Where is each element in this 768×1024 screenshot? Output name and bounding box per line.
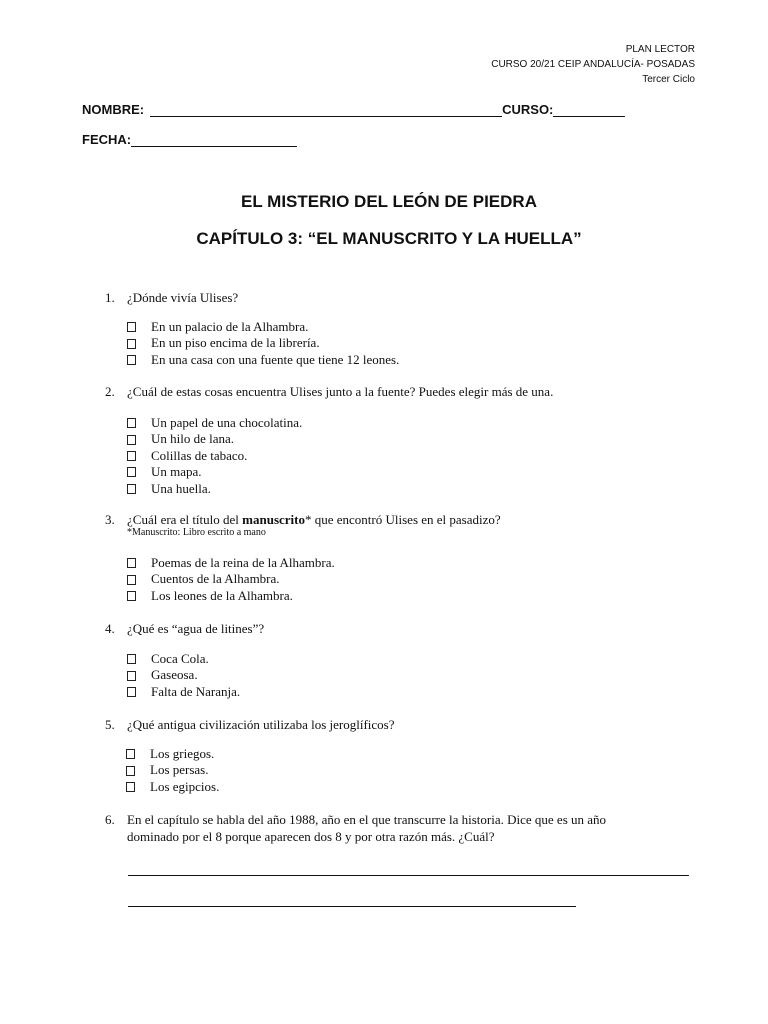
question-text-line: En el capítulo se habla del año 1988, año en el que transcurre la historia. Dice que es un año xyxy=(127,812,607,827)
option-label: Gaseosa. xyxy=(151,667,198,683)
checkbox-icon[interactable] xyxy=(127,558,136,568)
document-title: EL MISTERIO DEL LEÓN DE PIEDRA xyxy=(241,192,537,211)
question-number: 1. xyxy=(105,290,115,305)
question-3-options xyxy=(127,555,335,604)
option[interactable] xyxy=(127,555,335,571)
checkbox-icon[interactable] xyxy=(127,484,136,494)
checkbox-icon[interactable] xyxy=(127,322,136,332)
checkbox-icon[interactable] xyxy=(127,339,136,349)
question-number: 2. xyxy=(105,384,115,399)
cycle-label: Tercer Ciclo xyxy=(642,74,695,85)
question-text: ¿Qué es “agua de litines”? xyxy=(127,621,265,636)
option-label: En una casa con una fuente que tiene 12 leones. xyxy=(151,351,400,367)
answer-line[interactable] xyxy=(128,906,576,907)
checkbox-icon[interactable] xyxy=(127,591,136,601)
option[interactable] xyxy=(127,481,302,497)
option[interactable] xyxy=(127,352,399,368)
checkbox-icon[interactable] xyxy=(126,766,135,776)
question-text xyxy=(127,511,697,528)
option-label: Los griegos. xyxy=(150,746,215,761)
option-label: Cuentos de la Alhambra. xyxy=(151,571,280,587)
checkbox-icon[interactable] xyxy=(127,687,136,697)
question-2-options xyxy=(127,415,302,497)
option[interactable] xyxy=(127,319,399,335)
fecha-field[interactable] xyxy=(131,131,297,147)
option-label: Poemas de la reina de la Alhambra. xyxy=(151,555,335,570)
option[interactable] xyxy=(127,588,335,604)
option-label: Un mapa. xyxy=(151,464,202,480)
option[interactable] xyxy=(127,464,302,480)
checkbox-icon[interactable] xyxy=(127,435,136,445)
option[interactable] xyxy=(126,762,219,778)
option[interactable] xyxy=(127,571,335,587)
question-number: 6. xyxy=(105,812,115,827)
option[interactable] xyxy=(127,684,240,700)
question-number: 4. xyxy=(105,621,115,636)
option-label: En un palacio de la Alhambra. xyxy=(151,319,309,334)
option-label: Un papel de una chocolatina. xyxy=(151,415,303,430)
checkbox-icon[interactable] xyxy=(127,467,136,477)
curso-label: CURSO: xyxy=(502,102,554,117)
option-label: En un piso encima de la librería. xyxy=(151,335,320,351)
checkbox-icon[interactable] xyxy=(127,671,136,681)
header-info xyxy=(491,42,695,87)
question-text-part: ¿Cuál era el título del xyxy=(127,512,243,527)
option-label: Los leones de la Alhambra. xyxy=(151,587,293,603)
fecha-row xyxy=(82,131,297,147)
course-school-label: CURSO 20/21 CEIP ANDALUCÍA- POSADAS xyxy=(491,59,695,70)
question-keyword: manuscrito xyxy=(242,512,305,527)
option[interactable] xyxy=(127,335,399,351)
question-number: 3. xyxy=(105,512,115,527)
curso-field[interactable] xyxy=(553,101,625,117)
checkbox-icon[interactable] xyxy=(127,451,136,461)
question-text: ¿Cuál de estas cosas encuentra Ulises junto a la fuente? Puedes elegir más de una. xyxy=(127,384,554,399)
question-number: 5. xyxy=(105,717,115,732)
option[interactable] xyxy=(126,779,219,795)
option-label: Los egipcios. xyxy=(150,778,220,794)
question-text xyxy=(127,811,697,845)
nombre-label: NOMBRE: xyxy=(82,102,145,117)
option-label: Falta de Naranja. xyxy=(151,683,241,699)
question-4-options xyxy=(127,651,240,700)
footnote: *Manuscrito: Libro escrito a mano xyxy=(127,527,266,538)
checkbox-icon[interactable] xyxy=(126,782,135,792)
checkbox-icon[interactable] xyxy=(127,575,136,585)
name-course-row xyxy=(82,101,625,117)
option-label: Coca Cola. xyxy=(151,651,209,666)
question-1-options xyxy=(127,319,399,368)
option[interactable] xyxy=(127,448,302,464)
checkbox-icon[interactable] xyxy=(127,418,136,428)
checkbox-icon[interactable] xyxy=(127,355,136,365)
checkbox-icon[interactable] xyxy=(127,654,136,664)
option-label: Colillas de tabaco. xyxy=(151,447,248,463)
option[interactable] xyxy=(127,651,240,667)
option-label: Los persas. xyxy=(150,762,209,778)
option-label: Un hilo de lana. xyxy=(151,431,235,447)
question-5-options xyxy=(126,746,219,795)
answer-line[interactable] xyxy=(128,875,689,876)
option-label: Una huella. xyxy=(151,480,211,496)
question-text-part: * que encontró Ulises en el pasadizo? xyxy=(305,512,501,527)
plan-lector-label: PLAN LECTOR xyxy=(625,44,695,55)
option[interactable] xyxy=(127,667,240,683)
question-text-line: dominado por el 8 porque aparecen dos 8 y por otra razón más. ¿Cuál? xyxy=(127,829,495,844)
checkbox-icon[interactable] xyxy=(126,749,135,759)
question-text: ¿Qué antigua civilización utilizaba los jeroglíficos? xyxy=(127,717,395,732)
fecha-label: FECHA: xyxy=(82,132,132,147)
chapter-title: CAPÍTULO 3: “EL MANUSCRITO Y LA HUELLA” xyxy=(196,229,582,248)
nombre-field[interactable] xyxy=(150,101,502,117)
option[interactable] xyxy=(127,431,302,447)
option[interactable] xyxy=(126,746,219,762)
option[interactable] xyxy=(127,415,302,431)
question-text: ¿Dónde vivía Ulises? xyxy=(127,290,239,305)
